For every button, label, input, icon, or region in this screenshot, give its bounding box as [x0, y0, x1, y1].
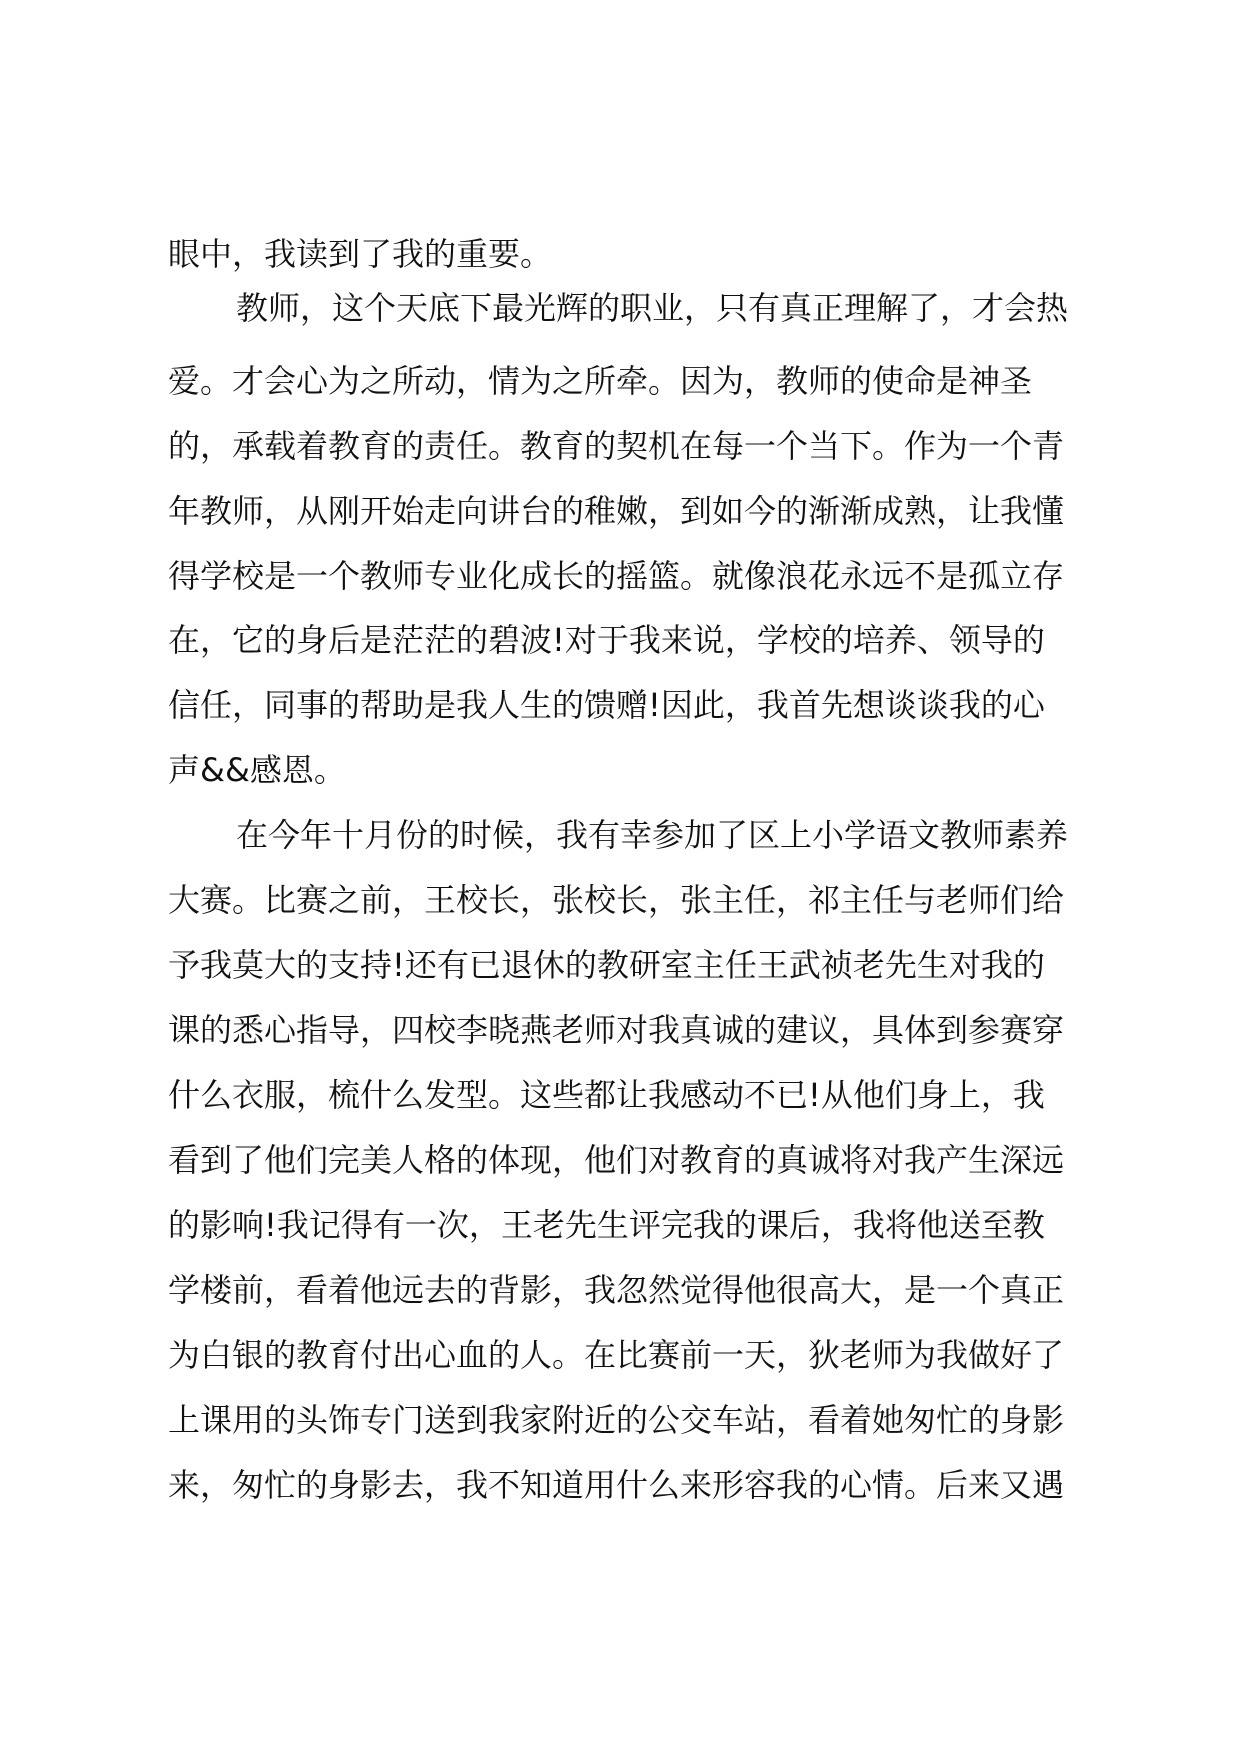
- text-line: 予我莫大的支持!还有已退休的教研室主任王武祯老先生对我的: [168, 946, 1045, 984]
- text-line: 大赛。比赛之前，王校长，张校长，张主任，祁主任与老师们给: [168, 881, 1065, 919]
- text-line: 看到了他们完美人格的体现，他们对教育的真诚将对我产生深远: [168, 1141, 1065, 1179]
- text-line: 在，它的身后是茫茫的碧波!对于我来说，学校的培养、领导的: [168, 621, 1045, 659]
- text-line: 学楼前，看着他远去的背影，我忽然觉得他很高大，是一个真正: [168, 1271, 1065, 1309]
- text-line: 来，匆忙的身影去，我不知道用什么来形容我的心情。后来又遇: [168, 1466, 1065, 1504]
- text-line: 什么衣服，梳什么发型。这些都让我感动不已!从他们身上，我: [168, 1076, 1045, 1114]
- text-line: 爱。才会心为之所动，情为之所牵。因为，教师的使命是神圣: [168, 362, 1033, 400]
- text-line: 声&&感恩。: [168, 751, 346, 789]
- text-line: 课的悉心指导，四校李晓燕老师对我真诚的建议，具体到参赛穿: [168, 1011, 1065, 1049]
- text-line: 的影响!我记得有一次，王老先生评完我的课后，我将他送至教: [168, 1206, 1045, 1244]
- text-line: 的，承载着教育的责任。教育的契机在每一个当下。作为一个青: [168, 427, 1065, 465]
- text-line: 信任，同事的帮助是我人生的馈赠!因此，我首先想谈谈我的心: [168, 686, 1045, 724]
- text-line: 年教师，从刚开始走向讲台的稚嫩，到如今的渐渐成熟，让我懂: [168, 492, 1065, 530]
- text-line: 为白银的教育付出心血的人。在比赛前一天，狄老师为我做好了: [168, 1336, 1065, 1374]
- text-line: 眼中，我读到了我的重要。: [168, 235, 553, 273]
- paragraph-first-line: 教师，这个天底下最光辉的职业，只有真正理解了，才会热: [236, 289, 1069, 327]
- text-line: 得学校是一个教师专业化成长的摇篮。就像浪花永远不是孤立存: [168, 557, 1065, 595]
- paragraph-first-line: 在今年十月份的时候，我有幸参加了区上小学语文教师素养: [236, 816, 1069, 854]
- text-line: 上课用的头饰专门送到我家附近的公交车站，看着她匆忙的身影: [168, 1401, 1065, 1439]
